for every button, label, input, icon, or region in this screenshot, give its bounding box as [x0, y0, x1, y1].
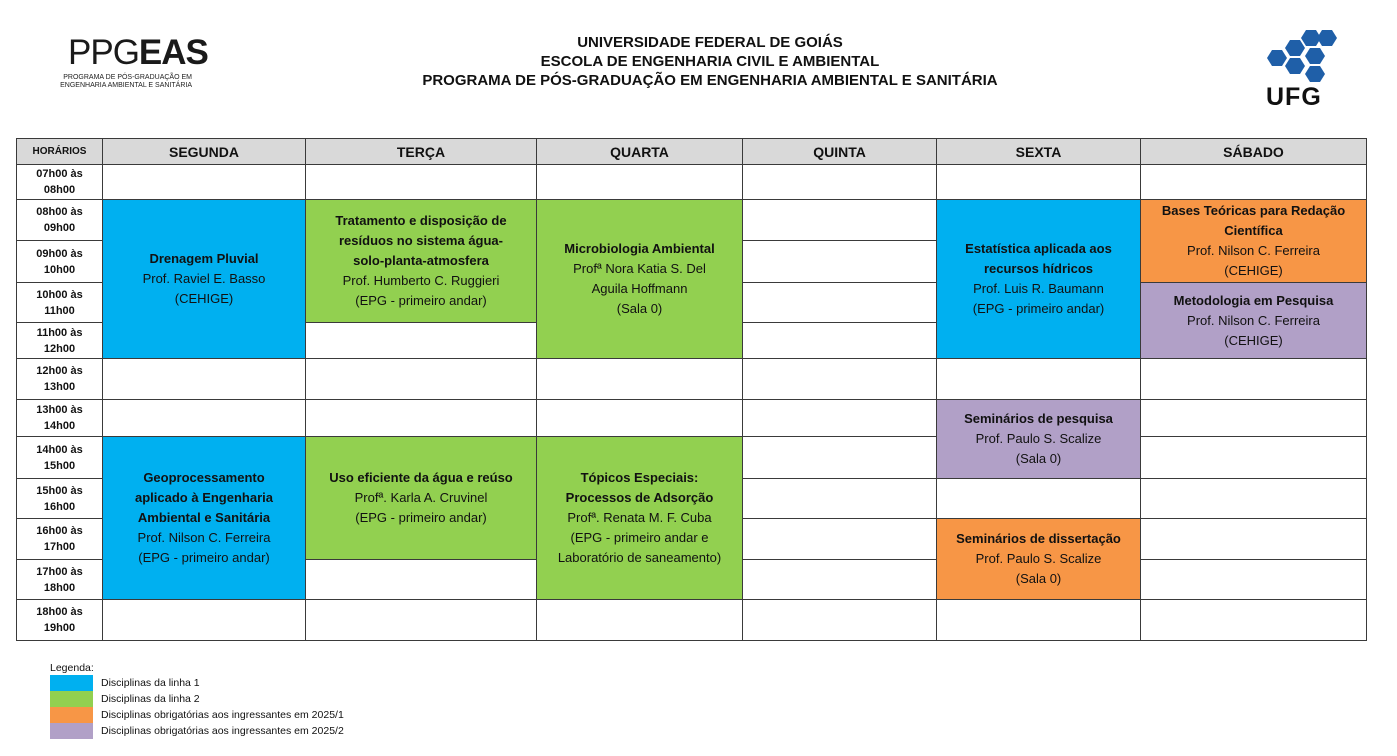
legend-item-linha1 [50, 675, 344, 691]
ppgeas-logo [40, 33, 208, 90]
class-title: Metodologia em Pesquisa [1173, 292, 1334, 308]
class-professor: Prof. Raviel E. Basso [142, 271, 266, 286]
empty-cell [743, 600, 937, 641]
legend-label: Disciplinas obrigatórias aos ingressantes em 2025/1 [101, 709, 344, 721]
empty-cell [1141, 437, 1367, 479]
empty-cell [306, 560, 537, 600]
class-title: aplicado à Engenharia [135, 490, 273, 505]
empty-cell [937, 165, 1141, 200]
class-title: Tratamento e disposição de [335, 213, 507, 228]
class-title: Seminários de dissertação [956, 531, 1121, 546]
empty-cell [537, 400, 743, 437]
class-professor: Prof. Nilson C. Ferreira [1187, 312, 1320, 328]
empty-cell [537, 359, 743, 400]
legend-swatch-blue [50, 675, 93, 691]
header-school: ESCOLA DE ENGENHARIA CIVIL E AMBIENTAL [540, 53, 880, 70]
class-title: solo-planta-atmosfera [353, 253, 489, 268]
class-title: Estatística aplicada aos [965, 241, 1112, 256]
empty-cell [1141, 479, 1367, 519]
empty-cell [1141, 600, 1367, 641]
empty-cell [743, 479, 937, 519]
legend-item-obrigatorias-2025-2 [50, 723, 344, 739]
class-title: Microbiologia Ambiental [564, 241, 715, 256]
slot-16h: 16h00 às 17h00 [17, 519, 103, 560]
slot-12h: 12h00 às 13h00 [17, 359, 103, 400]
empty-cell [937, 600, 1141, 641]
class-professor: Aguila Hoffmann [591, 281, 688, 296]
slot-10h: 10h00 às 11h00 [17, 283, 103, 323]
class-location: (EPG - primeiro andar) [972, 301, 1105, 316]
ppgeas-wordmark [40, 33, 208, 72]
class-title: Científica [1224, 223, 1283, 238]
schedule-table [16, 138, 1367, 641]
class-professor: Prof. Nilson C. Ferreira [1187, 243, 1320, 258]
class-drenagem-pluvial [103, 200, 306, 359]
empty-cell [103, 400, 306, 437]
class-estatistica-aplicada [937, 200, 1141, 359]
ppgeas-subtitle [40, 74, 200, 90]
class-professor: Profª. Renata M. F. Cuba [567, 510, 712, 525]
empty-cell [743, 165, 937, 200]
logo-suffix: EAS [138, 33, 208, 72]
class-professor: Prof. Luis R. Baumann [973, 281, 1104, 296]
row-08h [17, 200, 1367, 241]
empty-cell [743, 400, 937, 437]
class-location: (EPG - primeiro andar) [138, 550, 270, 565]
empty-cell [306, 323, 537, 359]
empty-cell [743, 560, 937, 600]
empty-cell [306, 165, 537, 200]
empty-cell [743, 437, 937, 479]
class-title: Seminários de pesquisa [964, 411, 1113, 426]
document-header [300, 33, 1120, 90]
class-title: Processos de Adsorção [565, 490, 714, 505]
header-terca: TERÇA [306, 139, 537, 165]
legend-swatch-orange [50, 707, 93, 723]
empty-cell [306, 400, 537, 437]
empty-cell [1141, 359, 1367, 400]
empty-cell [937, 359, 1141, 400]
class-title: Geoprocessamento [143, 470, 265, 485]
slot-13h: 13h00 às 14h00 [17, 400, 103, 437]
empty-cell [103, 165, 306, 200]
class-location: (CEHIGE) [174, 291, 234, 306]
class-uso-eficiente-agua [306, 437, 537, 560]
class-location: Laboratório de saneamento) [557, 550, 722, 565]
class-title: Ambiental e Sanitária [137, 510, 271, 525]
logo-sub-line2: ENGENHARIA AMBIENTAL E SANITÁRIA [60, 82, 192, 89]
ufg-hexagons-icon [1262, 28, 1342, 84]
empty-cell [103, 600, 306, 641]
class-topicos-especiais [537, 437, 743, 600]
empty-cell [743, 359, 937, 400]
class-seminarios-pesquisa [937, 400, 1141, 479]
legend-swatch-green [50, 691, 93, 707]
class-tratamento-residuos [306, 200, 537, 323]
class-location: (EPG - primeiro andar e [570, 530, 709, 545]
class-professor: Prof. Paulo S. Scalize [975, 431, 1102, 446]
empty-cell [1141, 519, 1367, 560]
header-row [17, 139, 1367, 165]
header-horarios: HORÁRIOS [17, 139, 103, 165]
empty-cell [743, 323, 937, 359]
empty-cell [537, 165, 743, 200]
slot-17h: 17h00 às 18h00 [17, 560, 103, 600]
slot-14h: 14h00 às 15h00 [17, 437, 103, 479]
class-title: resíduos no sistema água- [339, 233, 503, 248]
legend-label: Disciplinas da linha 2 [101, 693, 200, 705]
class-professor: Profª Nora Katia S. Del [573, 261, 706, 276]
class-location: (Sala 0) [1015, 451, 1062, 466]
class-location: (CEHIGE) [1224, 332, 1283, 348]
class-location: (Sala 0) [1015, 571, 1062, 586]
legend [50, 661, 344, 739]
logo-sub-line1: PROGRAMA DE PÓS-GRADUAÇÃO EM [63, 74, 192, 81]
header-segunda: SEGUNDA [103, 139, 306, 165]
class-professor: Prof. Nilson C. Ferreira [137, 530, 271, 545]
empty-cell [937, 479, 1141, 519]
legend-label: Disciplinas obrigatórias aos ingressantes em 2025/2 [101, 725, 344, 737]
class-title: Tópicos Especiais: [580, 470, 699, 485]
legend-swatch-purple [50, 723, 93, 739]
class-metodologia-pesquisa [1141, 283, 1367, 359]
ufg-logo [1262, 28, 1342, 111]
header-sabado: SÁBADO [1141, 139, 1367, 165]
class-title: Bases Teóricas para Redação [1161, 203, 1346, 218]
slot-15h: 15h00 às 16h00 [17, 479, 103, 519]
row-18h [17, 600, 1367, 641]
class-professor: Prof. Paulo S. Scalize [975, 551, 1102, 566]
slot-07h: 07h00 às 08h00 [17, 165, 103, 200]
empty-cell [1141, 400, 1367, 437]
class-location: (CEHIGE) [1224, 263, 1283, 278]
legend-item-obrigatorias-2025-1 [50, 707, 344, 723]
class-location: (EPG - primeiro andar) [355, 293, 487, 308]
empty-cell [1141, 560, 1367, 600]
empty-cell [103, 359, 306, 400]
slot-18h: 18h00 às 19h00 [17, 600, 103, 641]
logo-prefix: PPG [68, 33, 139, 72]
class-geoprocessamento [103, 437, 306, 600]
class-title: Uso eficiente da água e reúso [329, 470, 513, 485]
class-bases-teoricas [1141, 200, 1367, 283]
class-seminarios-dissertacao [937, 519, 1141, 600]
header-quarta: QUARTA [537, 139, 743, 165]
empty-cell [306, 600, 537, 641]
slot-09h: 09h00 às 10h00 [17, 241, 103, 283]
class-title: recursos hídricos [983, 261, 1094, 276]
row-13h [17, 400, 1367, 437]
legend-item-linha2 [50, 691, 344, 707]
header-quinta: QUINTA [743, 139, 937, 165]
slot-11h: 11h00 às 12h00 [17, 323, 103, 359]
empty-cell [743, 200, 937, 241]
slot-08h: 08h00 às 09h00 [17, 200, 103, 241]
header-program: PROGRAMA DE PÓS-GRADUAÇÃO EM ENGENHARIA AMBIENTAL E SANITÁRIA [422, 72, 998, 89]
class-professor: Profª. Karla A. Cruvinel [354, 490, 488, 505]
header-university: UNIVERSIDADE FEDERAL DE GOIÁS [577, 34, 843, 51]
empty-cell [1141, 165, 1367, 200]
class-title: Drenagem Pluvial [149, 251, 259, 266]
row-07h [17, 165, 1367, 200]
legend-label: Disciplinas da linha 1 [101, 677, 200, 689]
row-14h [17, 437, 1367, 479]
empty-cell [306, 359, 537, 400]
header-sexta: SEXTA [937, 139, 1141, 165]
class-location: (EPG - primeiro andar) [355, 510, 487, 525]
class-professor: Prof. Humberto C. Ruggieri [342, 273, 500, 288]
ufg-wordmark: UFG [1266, 83, 1322, 111]
legend-title: Legenda: [50, 662, 94, 674]
empty-cell [743, 519, 937, 560]
empty-cell [537, 600, 743, 641]
class-microbiologia-ambiental [537, 200, 743, 359]
class-location: (Sala 0) [616, 301, 663, 316]
empty-cell [743, 241, 937, 283]
empty-cell [743, 283, 937, 323]
row-12h [17, 359, 1367, 400]
